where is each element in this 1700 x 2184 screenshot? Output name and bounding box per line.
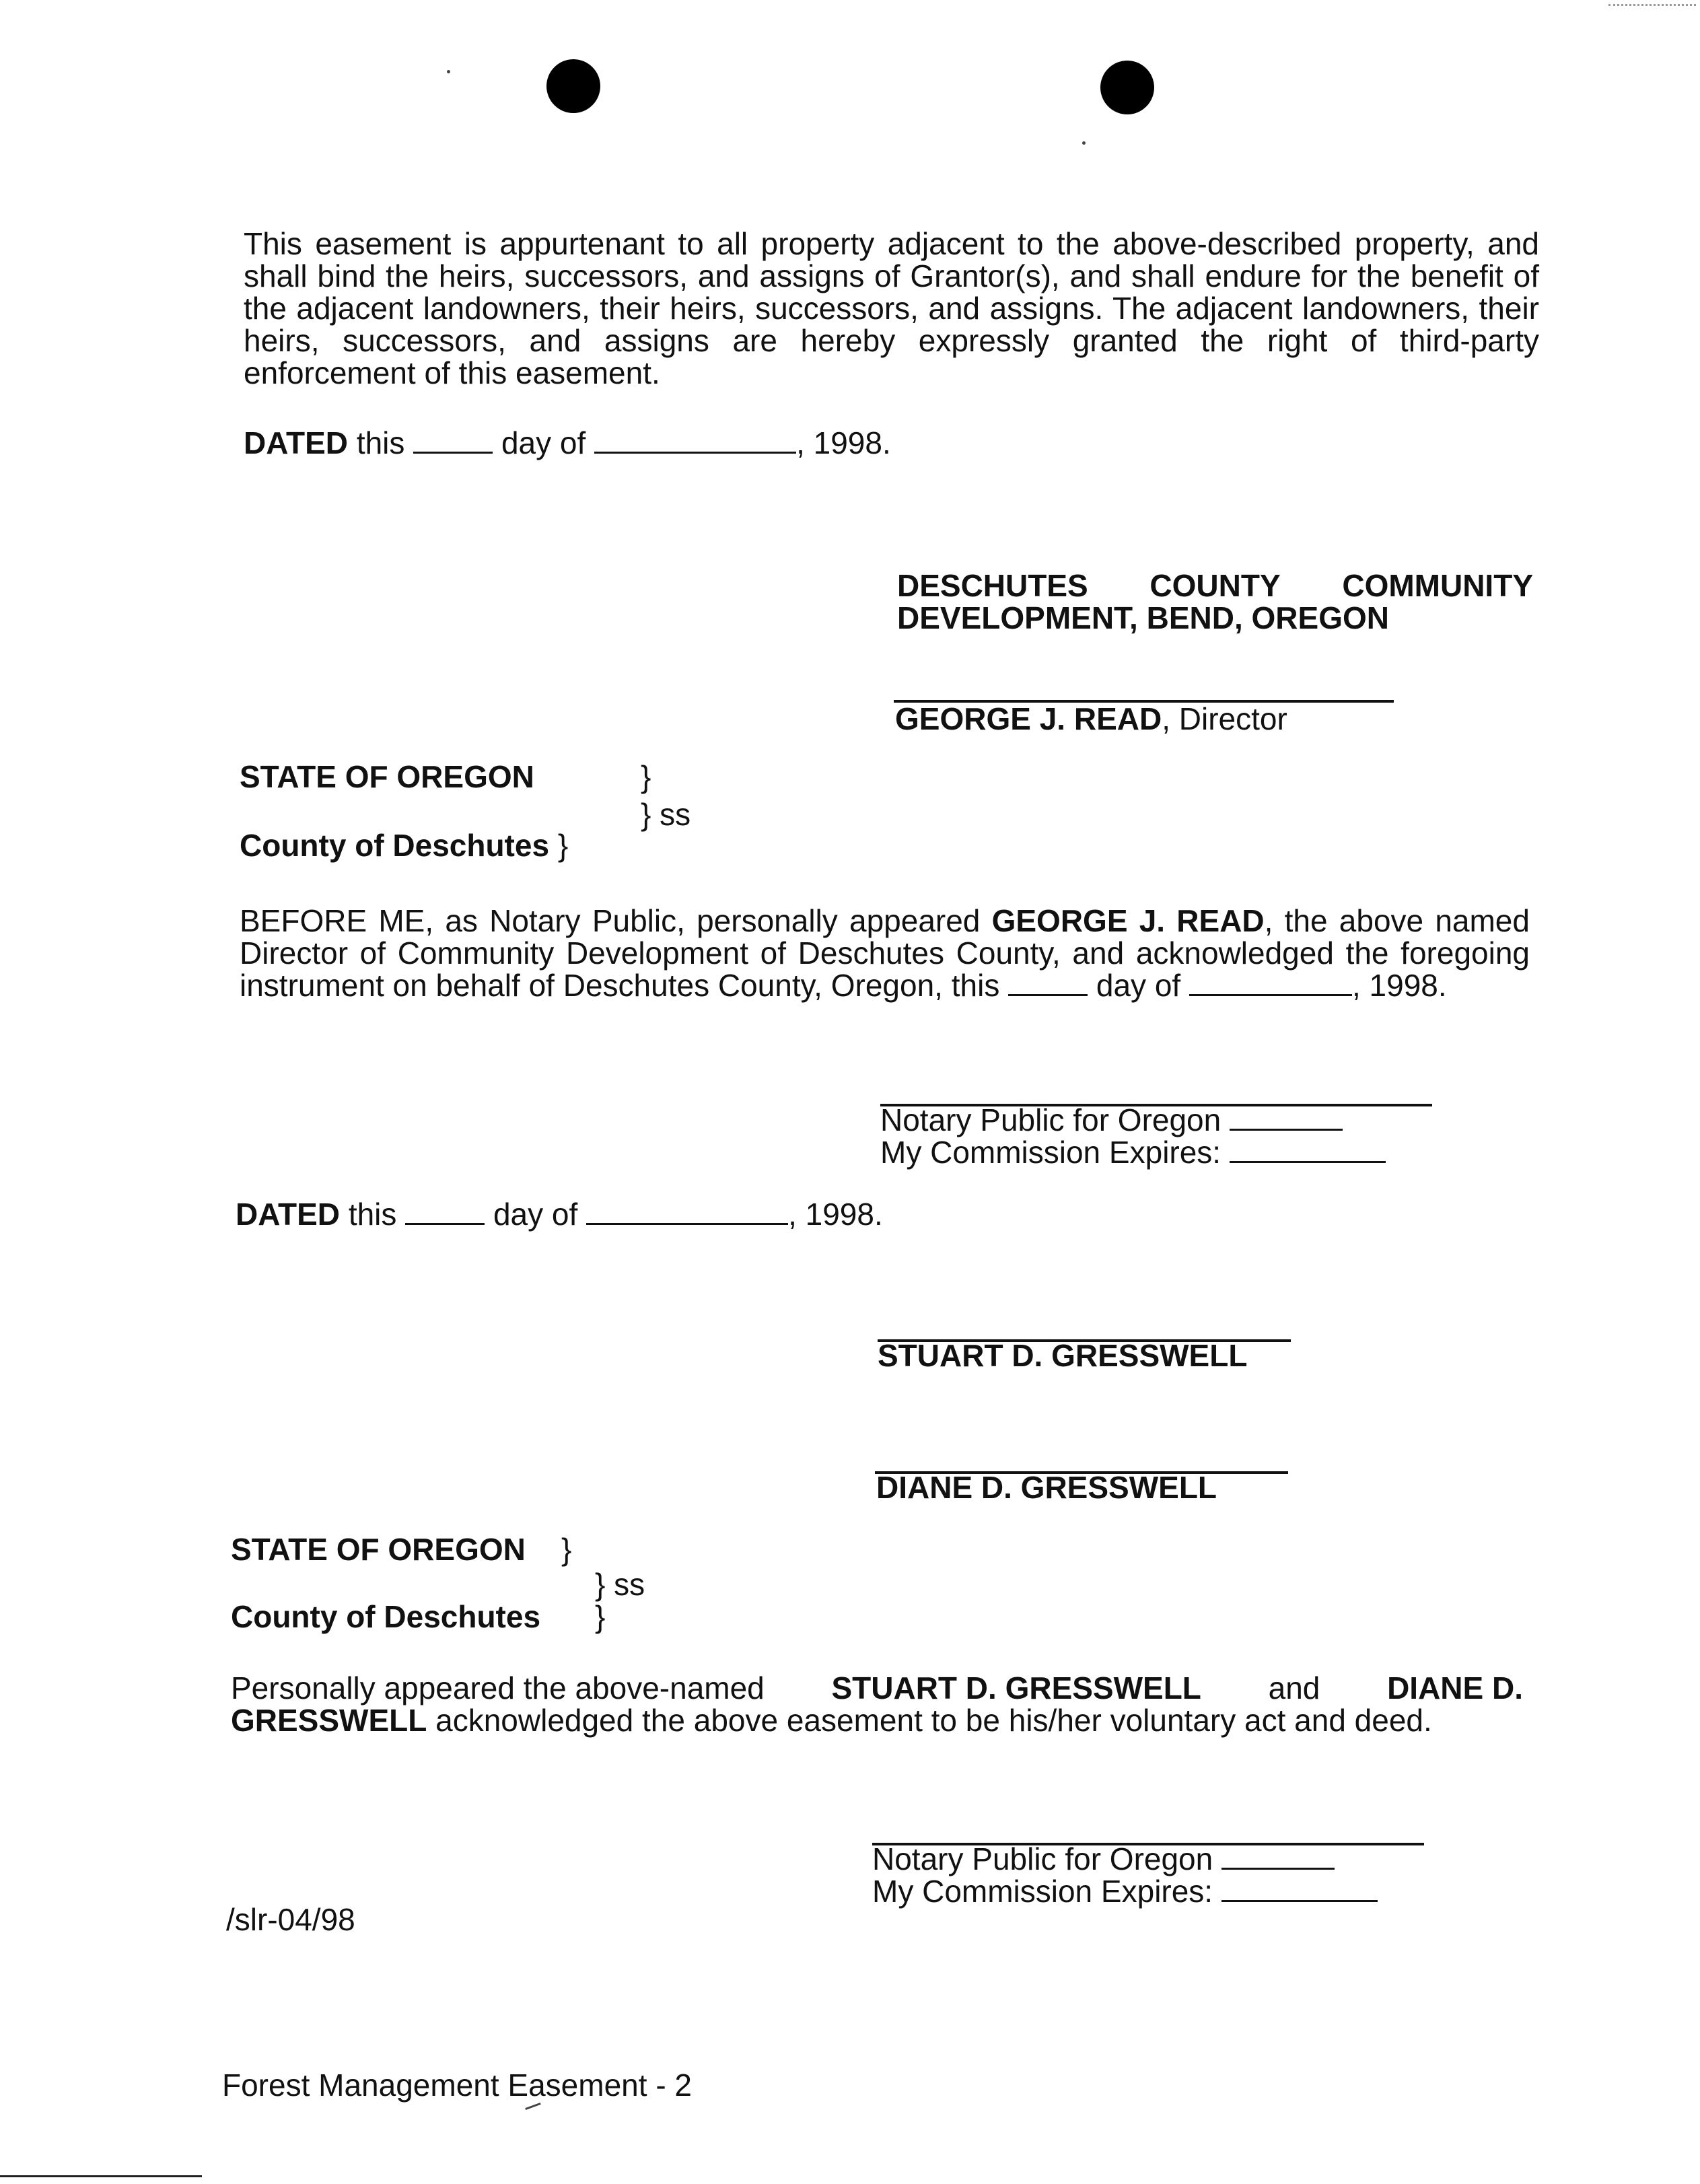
dated-year: , 1998. [788, 1197, 883, 1232]
notary-public-label: Notary Public for Oregon [872, 1841, 1213, 1876]
paragraph-line: This easement is appurtenant to all property adjacent to the above-described property, and [244, 226, 1539, 261]
dated-line-1 [244, 427, 891, 459]
paragraph-line: heirs, successors, and assigns are hereby expressly granted the right of third-party [244, 323, 1539, 358]
easement-paragraph [244, 227, 1539, 389]
notary-text: BEFORE ME, as Notary Public, personally appeared [240, 903, 992, 938]
agency-line-1 [897, 569, 1533, 602]
punch-hole-left [546, 59, 600, 113]
ack-line [231, 1672, 1523, 1704]
scan-edge-mark [1608, 4, 1696, 6]
notary-block-line [872, 1843, 1378, 1875]
dated-day-of: day of [501, 425, 586, 460]
day-blank[interactable] [413, 427, 493, 454]
notary-block-2 [872, 1843, 1378, 1907]
dated-line-2 [236, 1198, 883, 1230]
signer2-name: DIANE D. GRESSWELL [876, 1470, 1217, 1505]
day-blank[interactable] [1008, 970, 1088, 996]
ack-named-person: DIANE D. [1387, 1670, 1523, 1705]
ack-text: and [1268, 1670, 1320, 1705]
venue1-ss: } ss [641, 797, 691, 832]
punch-hole-right [1100, 61, 1154, 114]
notary-public-label: Notary Public for Oregon [880, 1102, 1221, 1137]
scan-mark [525, 2103, 541, 2110]
venue1-county-row [240, 829, 568, 861]
notary-paragraph-1 [240, 905, 1530, 1001]
ack-named-person: GRESSWELL [231, 1703, 427, 1738]
scan-speck [1082, 141, 1086, 145]
notary-block-line [872, 1875, 1378, 1907]
month-blank[interactable] [586, 1199, 788, 1225]
reference-code: /slr-04/98 [226, 1902, 355, 1937]
venue2-ss: } ss [595, 1567, 645, 1602]
notary-line [240, 969, 1530, 1001]
paragraph-line: the adjacent landowners, their heirs, successors, and assigns. The adjacent landowners, their [244, 291, 1539, 326]
commission-expires-label: My Commission Expires: [872, 1874, 1213, 1909]
paragraph-line: shall bind the heirs, successors, and assigns of Grantor(s), and shall endure for the benefit of [244, 258, 1539, 293]
venue1-county-brace: } [549, 828, 569, 863]
agency-word: DESCHUTES [897, 568, 1088, 603]
day-blank[interactable] [405, 1199, 485, 1225]
director-name: GEORGE J. READ [895, 701, 1162, 736]
venue2-county-brace: } [595, 1599, 606, 1634]
acknowledgment-paragraph-2 [231, 1672, 1523, 1736]
director-title: , Director [1162, 701, 1287, 736]
month-blank[interactable] [1189, 970, 1352, 996]
notary-text: instrument on behalf of Deschutes County, Oregon, this [240, 968, 1000, 1003]
ack-named-person: STUART D. GRESSWELL [831, 1670, 1201, 1705]
notary-blank[interactable] [1221, 1843, 1335, 1870]
scan-speck [447, 70, 450, 73]
ack-text: Personally appeared the above-named [231, 1670, 765, 1705]
notary-block-line [880, 1136, 1386, 1168]
agency-word: COUNTY [1149, 568, 1281, 603]
notary-line [240, 905, 1530, 937]
venue1-brace: } [641, 759, 651, 794]
dated-label: DATED [244, 425, 349, 460]
venue2-state: STATE OF OREGON [231, 1532, 526, 1567]
notary-block-1 [880, 1104, 1386, 1168]
notary-text: , the above named [1264, 903, 1530, 938]
notary-text: , 1998. [1351, 968, 1447, 1003]
agency-heading [897, 569, 1533, 634]
venue1-state: STATE OF OREGON [240, 759, 534, 794]
commission-expires-label: My Commission Expires: [880, 1135, 1221, 1170]
notary-blank[interactable] [1230, 1104, 1343, 1131]
notary-line: Director of Community Development of Deschutes County, and acknowledged the foregoing [240, 936, 1530, 971]
venue2-state-brace: } [561, 1532, 572, 1567]
month-blank[interactable] [594, 427, 796, 454]
notary-named-person: GEORGE J. READ [991, 903, 1265, 938]
director-signature-label [895, 703, 1287, 735]
commission-blank[interactable] [1221, 1876, 1378, 1902]
dated-year: , 1998. [796, 425, 891, 460]
notary-block-line [880, 1104, 1386, 1136]
notary-text: day of [1096, 968, 1181, 1003]
dated-this: this [356, 425, 405, 460]
ack-text: acknowledged the above easement to be his/her voluntary act and deed. [427, 1703, 1432, 1738]
dated-this: this [348, 1197, 397, 1232]
dated-day-of: day of [493, 1197, 578, 1232]
page-footer: Forest Management Easement - 2 [222, 2068, 692, 2103]
commission-blank[interactable] [1230, 1137, 1386, 1163]
scan-bottom-edge [0, 2175, 202, 2177]
dated-label: DATED [236, 1197, 341, 1232]
ack-line [231, 1704, 1523, 1736]
venue2-county: County of Deschutes [231, 1599, 541, 1634]
signer1-name: STUART D. GRESSWELL [878, 1338, 1248, 1373]
agency-line-2: DEVELOPMENT, BEND, OREGON [897, 600, 1389, 635]
venue1-county: County of Deschutes [240, 828, 550, 863]
agency-word: COMMUNITY [1342, 568, 1533, 603]
paragraph-line: enforcement of this easement. [244, 355, 660, 390]
